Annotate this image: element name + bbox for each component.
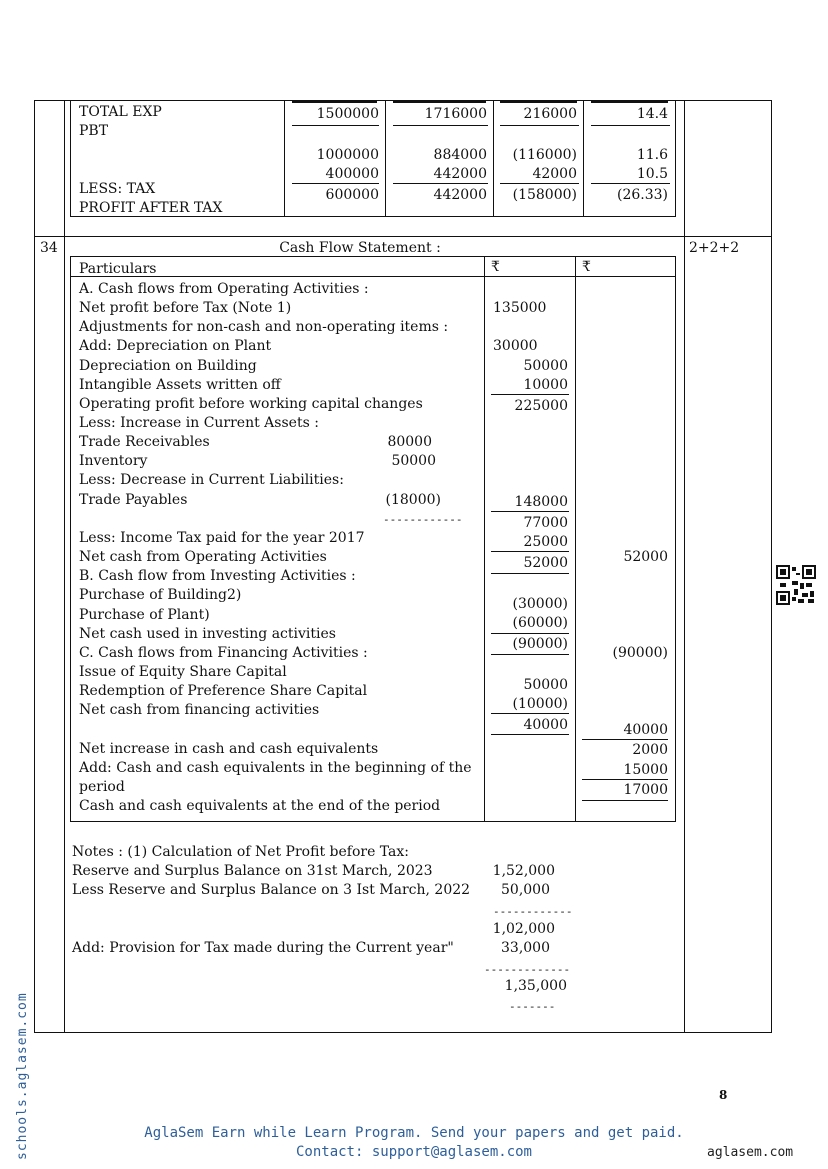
particular-line: Purchase of Building2)	[79, 587, 242, 603]
amount-col1: 10000	[523, 377, 568, 393]
note-value: 1,35,000	[504, 978, 567, 994]
amount-col1: 25000	[523, 534, 568, 550]
value-cell: 442000	[433, 187, 487, 203]
underline	[491, 573, 569, 574]
value-cell: 10.5	[636, 166, 668, 182]
underline	[500, 183, 579, 184]
underline	[582, 779, 668, 780]
amount-col1: 50000	[523, 677, 568, 693]
top-table-col2	[385, 100, 386, 217]
page-number: 8	[719, 1088, 728, 1102]
outer-left-border	[34, 100, 35, 1033]
note-value: 1,02,000	[492, 921, 555, 937]
value-cell: 11.6	[636, 147, 668, 163]
top-table-col3	[493, 100, 494, 217]
value-cell: 400000	[325, 166, 379, 182]
particular-line: Purchase of Plant)	[79, 607, 210, 623]
value-cell: 14.4	[636, 106, 668, 122]
underline	[491, 551, 569, 552]
note-line: Less Reserve and Surplus Balance on 3 Ist March, 2022	[72, 882, 471, 898]
particular-line: Trade Payables	[79, 492, 188, 508]
row-label: PBT	[79, 123, 109, 139]
value-cell: 442000	[433, 166, 487, 182]
amount-col2: 15000	[623, 762, 668, 778]
underline	[491, 633, 569, 634]
particular-line: Depreciation on Building	[79, 358, 257, 374]
top-rule	[393, 100, 486, 103]
note-line: Add: Provision for Tax made during the Current year"	[72, 940, 454, 956]
particular-line: C. Cash flows from Financing Activities :	[79, 645, 368, 661]
row-label: TOTAL EXP	[79, 104, 162, 120]
particular-line: Less: Decrease in Current Liabilities:	[79, 472, 344, 488]
amount-col1: 50000	[523, 358, 568, 374]
amount-col1: 40000	[523, 717, 568, 733]
underline	[500, 125, 579, 126]
particular-line: Net cash used in investing activities	[79, 626, 336, 642]
sub-amount: 80000	[387, 434, 432, 450]
underline	[582, 800, 668, 801]
footer-site[interactable]: aglasem.com	[707, 1145, 794, 1160]
top-rule	[500, 100, 577, 103]
note-value: 33,000	[501, 940, 550, 956]
amount-col1: 148000	[514, 494, 568, 510]
row-label: LESS: TAX	[79, 181, 156, 197]
value-cell: (158000)	[512, 187, 577, 203]
dash-rule: ------------	[383, 513, 463, 526]
underline	[582, 739, 668, 740]
dash-rule: -------------	[484, 963, 571, 976]
particular-line: Net increase in cash and cash equivalents	[79, 741, 379, 757]
underline	[393, 183, 488, 184]
amount-col2: 40000	[623, 722, 668, 738]
qr-code	[776, 565, 816, 605]
dash-rule: -------	[509, 1000, 556, 1013]
underline	[292, 125, 379, 126]
note-line: Reserve and Surplus Balance on 31st March, 2023	[72, 863, 433, 879]
particular-line: Trade Receivables	[79, 434, 210, 450]
sub-amount: 50000	[391, 453, 436, 469]
amount-col1: 52000	[523, 555, 568, 571]
amount-col1: 30000	[493, 338, 538, 354]
amount-col1: 77000	[523, 515, 568, 531]
particular-line: Net profit before Tax (Note 1)	[79, 300, 292, 316]
cf-table-col1	[484, 256, 485, 822]
underline	[393, 125, 488, 126]
amount-col2: 2000	[632, 742, 668, 758]
particular-line: Redemption of Preference Share Capital	[79, 683, 368, 699]
footer-line1: AglaSem Earn while Learn Program. Send your papers and get paid.	[144, 1125, 684, 1141]
amount-col1: 225000	[514, 398, 568, 414]
dash-rule: ------------	[493, 905, 573, 918]
amount-col1: (90000)	[512, 636, 568, 652]
top-table-bottom	[70, 216, 676, 217]
value-cell: 600000	[325, 187, 379, 203]
top-table-col1	[284, 100, 285, 217]
footer-contact[interactable]: Contact: support@aglasem.com	[295, 1144, 532, 1160]
value-cell: 1000000	[316, 147, 379, 163]
amount-col1: (60000)	[512, 615, 568, 631]
particular-line: Inventory	[79, 453, 148, 469]
underline	[292, 183, 379, 184]
outer-bottom-border	[34, 1032, 772, 1033]
question-number: 34	[40, 240, 58, 256]
particular-line: Issue of Equity Share Capital	[79, 664, 287, 680]
marks: 2+2+2	[689, 240, 740, 256]
top-table-right	[675, 100, 676, 217]
statement-title: Cash Flow Statement :	[279, 240, 441, 256]
particular-line: Operating profit before working capital changes	[79, 396, 423, 412]
top-rule	[591, 100, 668, 103]
particular-line: Cash and cash equivalents at the end of the period	[79, 798, 441, 814]
value-cell: 1500000	[316, 106, 379, 122]
top-rule	[292, 100, 377, 103]
value-cell: (116000)	[512, 147, 577, 163]
cf-table-right	[675, 256, 676, 822]
particular-line: Less: Income Tax paid for the year 2017	[79, 530, 365, 546]
cf-table-col2	[575, 256, 576, 822]
header-particulars: Particulars	[79, 261, 157, 277]
row-separator	[34, 236, 772, 237]
row-label: PROFIT AFTER TAX	[79, 200, 223, 216]
outer-col-divider	[64, 100, 65, 1033]
underline	[491, 394, 569, 395]
header-rupee-col2: ₹	[582, 259, 591, 275]
particular-line: A. Cash flows from Operating Activities :	[79, 281, 369, 297]
value-cell: (26.33)	[616, 187, 668, 203]
notes-heading: Notes : (1) Calculation of Net Profit before Tax:	[72, 844, 410, 860]
cf-table-left	[70, 256, 71, 822]
note-value: 50,000	[501, 882, 550, 898]
particular-line: Add: Cash and cash equivalents in the beginning of the	[79, 760, 472, 776]
particular-line: Net cash from Operating Activities	[79, 549, 327, 565]
value-cell: 42000	[532, 166, 577, 182]
particular-line: Add: Depreciation on Plant	[79, 338, 272, 354]
value-cell: 216000	[523, 106, 577, 122]
amount-col2: 52000	[623, 549, 668, 565]
underline	[491, 511, 569, 512]
underline	[591, 125, 670, 126]
value-cell: 1716000	[424, 106, 487, 122]
cf-table-bottom	[70, 821, 676, 822]
particular-line: Adjustments for non-cash and non-operating items :	[79, 319, 449, 335]
amount-col1: (30000)	[512, 596, 568, 612]
underline	[491, 734, 569, 735]
top-table-left	[70, 100, 71, 217]
particular-line: Intangible Assets written off	[79, 377, 281, 393]
amount-col1: (10000)	[512, 696, 568, 712]
particular-line: period	[79, 779, 125, 795]
cf-table-top	[70, 256, 676, 257]
top-table-col4	[583, 100, 584, 217]
underline	[591, 183, 670, 184]
sub-amount: (18000)	[385, 492, 441, 508]
amount-col1: 135000	[493, 300, 547, 316]
amount-col2: (90000)	[612, 645, 668, 661]
header-rupee-col1: ₹	[491, 259, 500, 275]
note-value: 1,52,000	[492, 863, 555, 879]
particular-line: B. Cash flow from Investing Activities :	[79, 568, 356, 584]
side-watermark: schools.aglasem.com	[15, 992, 30, 1160]
particular-line: Net cash from financing activities	[79, 702, 320, 718]
value-cell: 884000	[433, 147, 487, 163]
outer-right-border	[771, 100, 772, 1033]
amount-col2: 17000	[623, 782, 668, 798]
underline	[491, 654, 569, 655]
underline	[491, 713, 569, 714]
marks-col-divider	[684, 100, 685, 1033]
cf-table-header-rule	[70, 276, 676, 277]
particular-line: Less: Increase in Current Assets :	[79, 415, 319, 431]
